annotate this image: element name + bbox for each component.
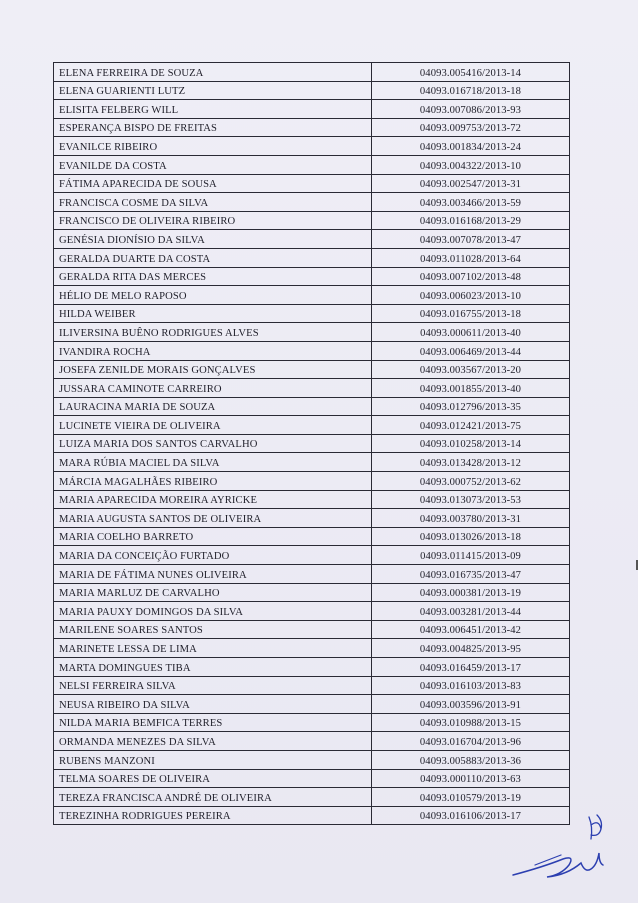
process-number: 04093.016735/2013-47 bbox=[372, 565, 570, 584]
beneficiary-name: TEREZINHA RODRIGUES PEREIRA bbox=[54, 806, 372, 825]
table-row bbox=[54, 750, 570, 769]
process-number: 04093.003567/2013-20 bbox=[372, 360, 570, 379]
table-row bbox=[54, 323, 570, 342]
process-number: 04093.007086/2013-93 bbox=[372, 100, 570, 119]
table-row bbox=[54, 527, 570, 546]
beneficiary-name: MARIA APARECIDA MOREIRA AYRICKE bbox=[54, 490, 372, 509]
table-row bbox=[54, 732, 570, 751]
beneficiary-name: GERALDA RITA DAS MERCES bbox=[54, 267, 372, 286]
process-number: 04093.016718/2013-18 bbox=[372, 81, 570, 100]
beneficiary-name: NILDA MARIA BEMFICA TERRES bbox=[54, 713, 372, 732]
table-row bbox=[54, 509, 570, 528]
beneficiary-name: TELMA SOARES DE OLIVEIRA bbox=[54, 769, 372, 788]
table-row bbox=[54, 769, 570, 788]
beneficiary-name: GENÉSIA DIONÍSIO DA SILVA bbox=[54, 230, 372, 249]
table-row bbox=[54, 416, 570, 435]
process-number: 04093.002547/2013-31 bbox=[372, 174, 570, 193]
process-number: 04093.000611/2013-40 bbox=[372, 323, 570, 342]
beneficiary-name: HÉLIO DE MELO RAPOSO bbox=[54, 286, 372, 305]
beneficiary-name: MARIA DE FÁTIMA NUNES OLIVEIRA bbox=[54, 565, 372, 584]
beneficiary-name: MARIA AUGUSTA SANTOS DE OLIVEIRA bbox=[54, 509, 372, 528]
table-row bbox=[54, 583, 570, 602]
beneficiary-name: ORMANDA MENEZES DA SILVA bbox=[54, 732, 372, 751]
table-row bbox=[54, 155, 570, 174]
table-row bbox=[54, 602, 570, 621]
table-row bbox=[54, 174, 570, 193]
table-row bbox=[54, 360, 570, 379]
table-row bbox=[54, 397, 570, 416]
process-number: 04093.013026/2013-18 bbox=[372, 527, 570, 546]
beneficiary-name: TEREZA FRANCISCA ANDRÉ DE OLIVEIRA bbox=[54, 788, 372, 807]
table-row bbox=[54, 379, 570, 398]
process-number: 04093.005883/2013-36 bbox=[372, 750, 570, 769]
beneficiary-name: MÁRCIA MAGALHÃES RIBEIRO bbox=[54, 472, 372, 491]
beneficiary-name: ILIVERSINA BUÊNO RODRIGUES ALVES bbox=[54, 323, 372, 342]
process-number: 04093.013428/2013-12 bbox=[372, 453, 570, 472]
records-table-body bbox=[54, 63, 570, 825]
table-row bbox=[54, 341, 570, 360]
beneficiary-name: LAURACINA MARIA DE SOUZA bbox=[54, 397, 372, 416]
process-number: 04093.016459/2013-17 bbox=[372, 658, 570, 677]
beneficiary-name: GERALDA DUARTE DA COSTA bbox=[54, 248, 372, 267]
beneficiary-name: MARIA MARLUZ DE CARVALHO bbox=[54, 583, 372, 602]
beneficiary-name: MARILENE SOARES SANTOS bbox=[54, 620, 372, 639]
table-row bbox=[54, 230, 570, 249]
process-number: 04093.016168/2013-29 bbox=[372, 211, 570, 230]
process-number: 04093.016103/2013-83 bbox=[372, 676, 570, 695]
table-row bbox=[54, 100, 570, 119]
beneficiary-name: LUIZA MARIA DOS SANTOS CARVALHO bbox=[54, 434, 372, 453]
process-number: 04093.016106/2013-17 bbox=[372, 806, 570, 825]
beneficiary-name: ELENA FERREIRA DE SOUZA bbox=[54, 63, 372, 82]
beneficiary-name: MARA RÚBIA MACIEL DA SILVA bbox=[54, 453, 372, 472]
process-number: 04093.004825/2013-95 bbox=[372, 639, 570, 658]
process-number: 04093.011028/2013-64 bbox=[372, 248, 570, 267]
table-row bbox=[54, 267, 570, 286]
process-number: 04093.013073/2013-53 bbox=[372, 490, 570, 509]
process-number: 04093.010258/2013-14 bbox=[372, 434, 570, 453]
process-number: 04093.003596/2013-91 bbox=[372, 695, 570, 714]
table-row bbox=[54, 806, 570, 825]
beneficiary-name: FRANCISCO DE OLIVEIRA RIBEIRO bbox=[54, 211, 372, 230]
table-row bbox=[54, 788, 570, 807]
beneficiary-name: RUBENS MANZONI bbox=[54, 750, 372, 769]
beneficiary-name: JUSSARA CAMINOTE CARREIRO bbox=[54, 379, 372, 398]
process-number: 04093.003281/2013-44 bbox=[372, 602, 570, 621]
process-number: 04093.006023/2013-10 bbox=[372, 286, 570, 305]
table-row bbox=[54, 713, 570, 732]
table-row bbox=[54, 676, 570, 695]
table-row bbox=[54, 565, 570, 584]
process-number: 04093.000110/2013-63 bbox=[372, 769, 570, 788]
beneficiary-name: ELISITA FELBERG WILL bbox=[54, 100, 372, 119]
beneficiary-name: ESPERANÇA BISPO DE FREITAS bbox=[54, 118, 372, 137]
table-row bbox=[54, 81, 570, 100]
beneficiary-name: FÁTIMA APARECIDA DE SOUSA bbox=[54, 174, 372, 193]
process-number: 04093.016755/2013-18 bbox=[372, 304, 570, 323]
table-row bbox=[54, 304, 570, 323]
process-number: 04093.001834/2013-24 bbox=[372, 137, 570, 156]
beneficiary-name: IVANDIRA ROCHA bbox=[54, 341, 372, 360]
beneficiary-name: MARTA DOMINGUES TIBA bbox=[54, 658, 372, 677]
table-row bbox=[54, 490, 570, 509]
beneficiary-name: MARIA PAUXY DOMINGOS DA SILVA bbox=[54, 602, 372, 621]
table-row bbox=[54, 639, 570, 658]
table-row bbox=[54, 695, 570, 714]
process-number: 04093.006469/2013-44 bbox=[372, 341, 570, 360]
table-row bbox=[54, 286, 570, 305]
process-number: 04093.007102/2013-48 bbox=[372, 267, 570, 286]
process-number: 04093.007078/2013-47 bbox=[372, 230, 570, 249]
beneficiary-name: FRANCISCA COSME DA SILVA bbox=[54, 193, 372, 212]
table-row bbox=[54, 248, 570, 267]
beneficiary-name: LUCINETE VIEIRA DE OLIVEIRA bbox=[54, 416, 372, 435]
process-number: 04093.003780/2013-31 bbox=[372, 509, 570, 528]
beneficiary-name: MARIA COELHO BARRETO bbox=[54, 527, 372, 546]
process-number: 04093.009753/2013-72 bbox=[372, 118, 570, 137]
table-row bbox=[54, 211, 570, 230]
beneficiary-name: JOSEFA ZENILDE MORAIS GONÇALVES bbox=[54, 360, 372, 379]
beneficiary-name: EVANILCE RIBEIRO bbox=[54, 137, 372, 156]
process-number: 04093.012421/2013-75 bbox=[372, 416, 570, 435]
table-row bbox=[54, 620, 570, 639]
process-number: 04093.005416/2013-14 bbox=[372, 63, 570, 82]
table-row bbox=[54, 434, 570, 453]
handwritten-signature bbox=[505, 805, 625, 885]
beneficiary-name: NEUSA RIBEIRO DA SILVA bbox=[54, 695, 372, 714]
process-number: 04093.016704/2013-96 bbox=[372, 732, 570, 751]
table-row bbox=[54, 453, 570, 472]
table-row bbox=[54, 118, 570, 137]
table-row bbox=[54, 63, 570, 82]
process-number: 04093.011415/2013-09 bbox=[372, 546, 570, 565]
beneficiary-name: HILDA WEIBER bbox=[54, 304, 372, 323]
process-number: 04093.010988/2013-15 bbox=[372, 713, 570, 732]
process-number: 04093.010579/2013-19 bbox=[372, 788, 570, 807]
table-row bbox=[54, 658, 570, 677]
beneficiary-name: MARINETE LESSA DE LIMA bbox=[54, 639, 372, 658]
process-number: 04093.012796/2013-35 bbox=[372, 397, 570, 416]
process-number: 04093.000381/2013-19 bbox=[372, 583, 570, 602]
table-row bbox=[54, 546, 570, 565]
table-row bbox=[54, 193, 570, 212]
process-number: 04093.006451/2013-42 bbox=[372, 620, 570, 639]
beneficiary-name: NELSI FERREIRA SILVA bbox=[54, 676, 372, 695]
process-number: 04093.000752/2013-62 bbox=[372, 472, 570, 491]
beneficiary-name: EVANILDE DA COSTA bbox=[54, 155, 372, 174]
process-number: 04093.004322/2013-10 bbox=[372, 155, 570, 174]
table-row bbox=[54, 137, 570, 156]
records-table bbox=[53, 62, 570, 825]
table-row bbox=[54, 472, 570, 491]
beneficiary-name: MARIA DA CONCEIÇÃO FURTADO bbox=[54, 546, 372, 565]
process-number: 04093.001855/2013-40 bbox=[372, 379, 570, 398]
process-number: 04093.003466/2013-59 bbox=[372, 193, 570, 212]
beneficiary-name: ELENA GUARIENTI LUTZ bbox=[54, 81, 372, 100]
